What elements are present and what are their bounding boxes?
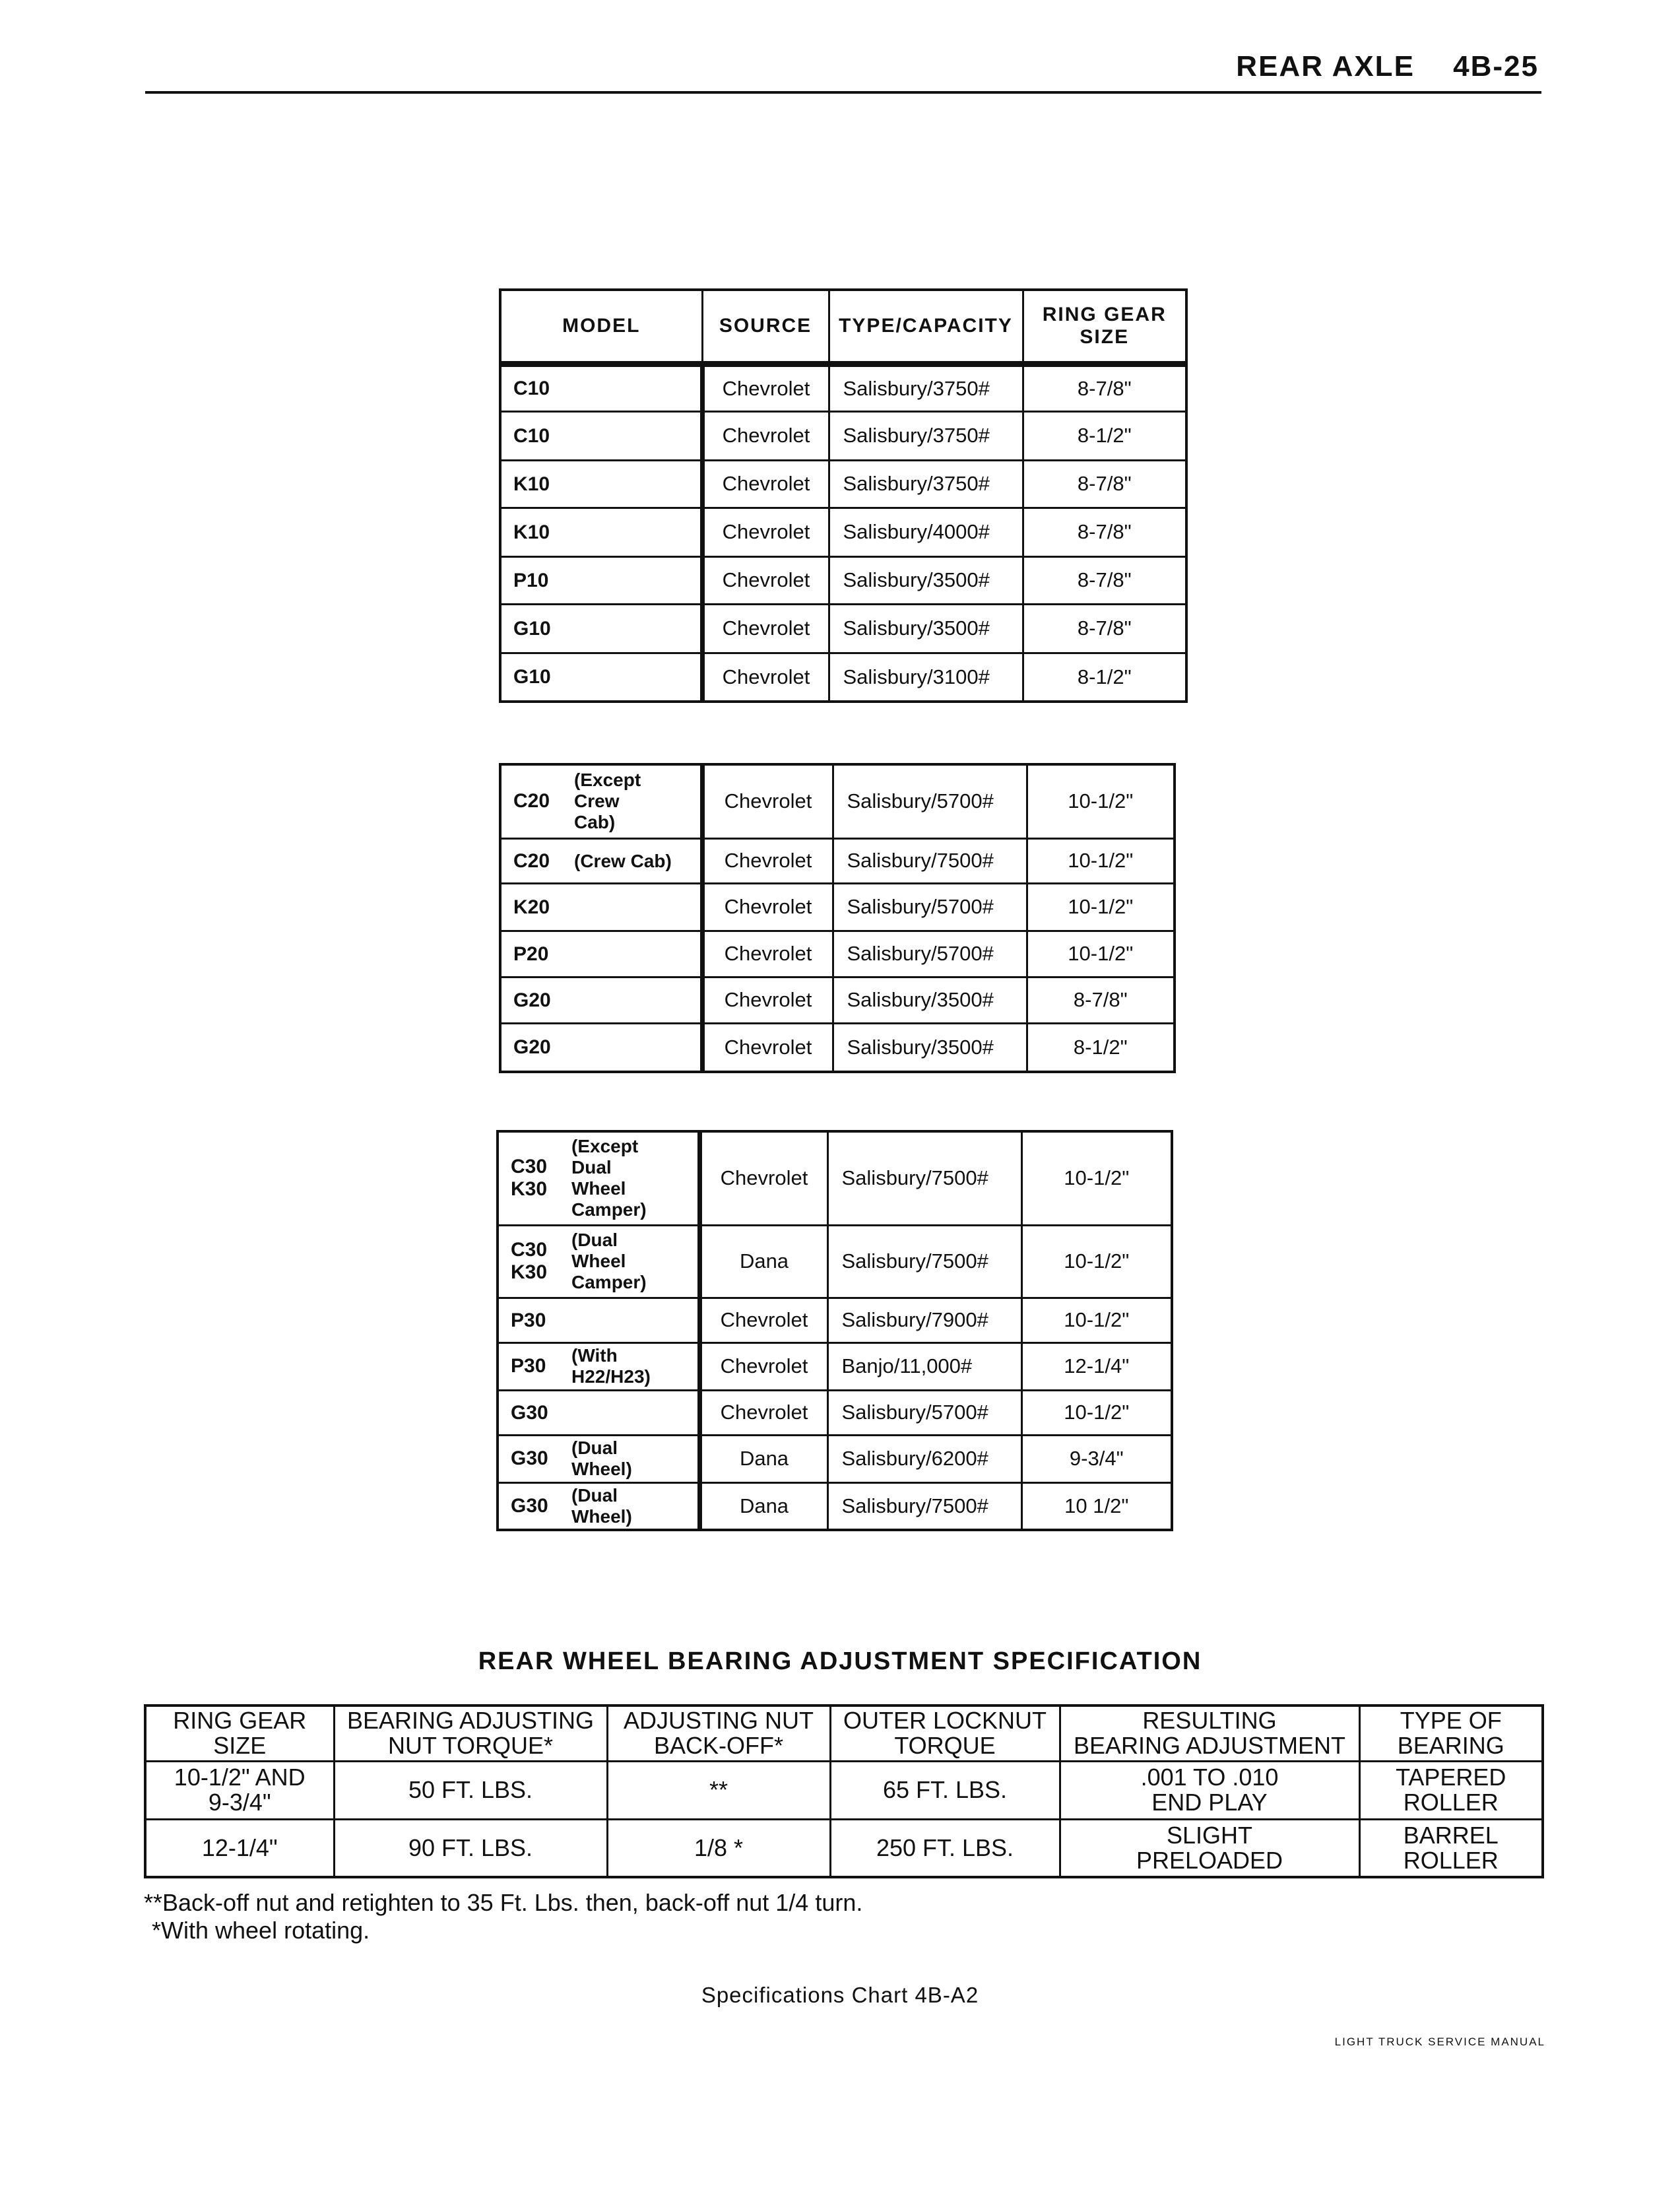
model-codes (511, 1447, 571, 1470)
bearing-cell-line: ROLLER (1403, 1789, 1499, 1816)
ring-gear-size-cell: 9-3/4" (1021, 1435, 1172, 1482)
model-note-line: Crew (574, 791, 620, 812)
model-cell (500, 556, 702, 604)
table-row (500, 604, 1186, 653)
model-note (571, 1438, 632, 1480)
table-row (500, 556, 1186, 604)
bearing-row (145, 1761, 1543, 1819)
model-note-line: (With (571, 1345, 618, 1366)
model-cell (498, 1390, 699, 1435)
type-capacity-cell: Salisbury/3100# (829, 653, 1023, 702)
ring-gear-size-cell: 10-1/2" (1021, 1131, 1172, 1225)
ring-gear-size-cell: 10 1/2" (1021, 1482, 1172, 1530)
type-capacity-cell: Salisbury/5700# (833, 883, 1027, 931)
table-header-row (500, 290, 1186, 364)
model-codes (511, 1239, 571, 1284)
table-row (498, 1131, 1172, 1225)
bearing-cell (1359, 1819, 1543, 1877)
model-codes (511, 1309, 571, 1332)
bearing-row (145, 1819, 1543, 1877)
ring-gear-size-cell: 8-7/8" (1023, 460, 1186, 508)
model-code: K30 (511, 1261, 548, 1283)
model-code: K30 (511, 1178, 548, 1201)
model-cell (500, 508, 702, 556)
bearing-col-header (1359, 1706, 1543, 1761)
bearing-cell-line: SLIGHT (1166, 1821, 1253, 1849)
source-cell: Dana (699, 1482, 827, 1530)
bearing-cell-line: PRELOADED (1136, 1846, 1283, 1874)
bearing-cell (145, 1819, 334, 1877)
model-code: G30 (511, 1447, 548, 1469)
bearing-col-header-line: RESULTING (1142, 1707, 1277, 1735)
ring-gear-size-cell: 10-1/2" (1027, 931, 1175, 977)
group-2-body (500, 764, 1175, 1072)
manual-footer: LIGHT TRUCK SERVICE MANUAL (1334, 2036, 1545, 2048)
bearing-cell-line: 1/8 * (694, 1834, 744, 1861)
type-capacity-cell: Salisbury/7900# (827, 1298, 1021, 1342)
model-code: G10 (513, 617, 551, 640)
model-code: C30 (511, 1156, 548, 1178)
model-code: G20 (513, 1036, 551, 1059)
model-note-line: H22/H23) (571, 1366, 651, 1387)
source-cell: Chevrolet (702, 931, 833, 977)
ring-gear-size-cell: 8-1/2" (1023, 653, 1186, 702)
type-capacity-cell: Salisbury/7500# (833, 838, 1027, 883)
table-row (498, 1298, 1172, 1342)
model-note-line: Wheel (571, 1251, 626, 1271)
model-note-line: (Except (571, 1136, 639, 1157)
model-code: P20 (513, 943, 549, 965)
col-header-type: TYPE/CAPACITY (829, 290, 1023, 364)
bearing-cell-line: 12-1/4" (201, 1834, 278, 1861)
model-code: C10 (513, 424, 550, 447)
model-code: G30 (511, 1401, 548, 1424)
type-capacity-cell: Salisbury/3500# (829, 556, 1023, 604)
bearing-cell-line: TAPERED (1396, 1764, 1506, 1791)
bearing-cell-line: BARREL (1403, 1821, 1499, 1849)
model-note-line: Dual (571, 1157, 612, 1178)
bearing-col-header (334, 1706, 607, 1761)
table-row (500, 977, 1175, 1023)
ring-gear-size-cell: 10-1/2" (1027, 883, 1175, 931)
ring-gear-size-cell: 10-1/2" (1021, 1225, 1172, 1298)
model-note-line: (Dual (571, 1484, 618, 1506)
source-cell: Chevrolet (702, 364, 829, 411)
table-row (500, 653, 1186, 702)
model-code: C20 (513, 790, 550, 812)
bearing-cell-line: 9-3/4" (208, 1789, 271, 1816)
model-note (574, 770, 641, 833)
type-capacity-cell: Salisbury/3750# (829, 364, 1023, 411)
source-cell: Chevrolet (702, 556, 829, 604)
model-note-line: (Crew Cab) (574, 850, 672, 871)
bearing-cell-line: 10-1/2" AND (174, 1764, 306, 1791)
model-code: K10 (513, 473, 550, 495)
model-cell (498, 1482, 699, 1530)
bearing-col-header-line: RING GEAR (173, 1707, 307, 1735)
bearing-col-header (145, 1706, 334, 1761)
type-capacity-cell: Salisbury/3750# (829, 411, 1023, 460)
model-cell (498, 1131, 699, 1225)
bearing-cell-line: END PLAY (1151, 1789, 1268, 1816)
model-cell (500, 604, 702, 653)
model-cell (500, 838, 702, 883)
model-cell (500, 977, 702, 1023)
col-header-ring-gear (1023, 290, 1186, 364)
bearing-cell (334, 1761, 607, 1819)
ring-gear-size-cell: 8-7/8" (1027, 977, 1175, 1023)
bearing-col-header-line: BEARING ADJUSTING (346, 1707, 595, 1735)
group-3-body (498, 1131, 1172, 1530)
group-1-body (500, 364, 1186, 702)
col-header-ring-gear-line2: SIZE (1080, 325, 1130, 348)
table-row (498, 1342, 1172, 1390)
model-note-line: Cab) (574, 812, 616, 833)
model-cell (500, 411, 702, 460)
source-cell: Chevrolet (702, 838, 833, 883)
bearing-cell-line: 50 FT. LBS. (408, 1776, 533, 1803)
bearing-cell (830, 1819, 1060, 1877)
col-header-ring-gear-line1: RING GEAR (1042, 303, 1167, 325)
source-cell: Chevrolet (702, 977, 833, 1023)
source-cell: Chevrolet (699, 1342, 827, 1390)
model-cell (498, 1435, 699, 1482)
type-capacity-cell: Salisbury/3500# (829, 604, 1023, 653)
type-capacity-cell: Salisbury/5700# (827, 1390, 1021, 1435)
table-row (498, 1482, 1172, 1530)
model-note (571, 1136, 647, 1220)
model-code: C10 (513, 378, 550, 400)
model-note-line: (Except (574, 770, 641, 791)
table-row (500, 838, 1175, 883)
table-row (500, 764, 1175, 838)
axle-table-group-2 (499, 763, 1176, 1073)
bearing-col-header-line: BACK-OFF* (653, 1732, 783, 1760)
bearing-header-row (145, 1706, 1543, 1761)
bearing-table-body (145, 1706, 1543, 1877)
model-note (571, 1230, 647, 1293)
model-note-line: Wheel) (571, 1459, 632, 1479)
page-number: 4B-25 (1453, 50, 1539, 83)
model-code: P30 (511, 1309, 546, 1331)
model-code: K10 (513, 521, 550, 543)
source-cell: Chevrolet (699, 1390, 827, 1435)
ring-gear-size-cell: 8-7/8" (1023, 508, 1186, 556)
ring-gear-size-cell: 10-1/2" (1027, 764, 1175, 838)
table-row (500, 411, 1186, 460)
model-code: K20 (513, 896, 550, 918)
model-codes (511, 1355, 571, 1377)
model-code: G30 (511, 1494, 548, 1517)
model-note-line: Camper) (571, 1199, 647, 1220)
table-row (500, 508, 1186, 556)
table-row (500, 1023, 1175, 1072)
ring-gear-size-cell: 8-1/2" (1023, 411, 1186, 460)
page-header (145, 46, 1541, 94)
ring-gear-size-cell: 10-1/2" (1027, 838, 1175, 883)
source-cell: Chevrolet (702, 508, 829, 556)
bearing-cell (334, 1819, 607, 1877)
table-row (498, 1225, 1172, 1298)
type-capacity-cell: Salisbury/7500# (827, 1131, 1021, 1225)
model-code: P10 (513, 569, 549, 591)
bearing-col-header (830, 1706, 1060, 1761)
chart-caption: Specifications Chart 4B-A2 (701, 1983, 979, 2007)
bearing-cell (607, 1761, 830, 1819)
bearing-cell (830, 1761, 1060, 1819)
bearing-cell-line: .001 TO .010 (1140, 1764, 1279, 1791)
type-capacity-cell: Salisbury/3750# (829, 460, 1023, 508)
model-code: G10 (513, 666, 551, 688)
model-note-line: (Dual (571, 1438, 618, 1458)
type-capacity-cell: Salisbury/3500# (833, 1023, 1027, 1072)
ring-gear-size-cell: 8-7/8" (1023, 604, 1186, 653)
source-cell: Dana (699, 1225, 827, 1298)
ring-gear-size-cell: 12-1/4" (1021, 1342, 1172, 1390)
model-code: C20 (513, 849, 550, 872)
section-title: REAR AXLE (1236, 50, 1415, 83)
col-header-model: MODEL (500, 290, 702, 364)
bearing-cell (1060, 1761, 1359, 1819)
source-cell: Chevrolet (702, 411, 829, 460)
model-code: G20 (513, 989, 551, 1011)
type-capacity-cell: Salisbury/6200# (827, 1435, 1021, 1482)
bearing-spec-table (144, 1704, 1544, 1878)
bearing-cell (1359, 1761, 1543, 1819)
bearing-cell-line: 250 FT. LBS. (876, 1834, 1014, 1861)
bearing-col-header-line: SIZE (213, 1732, 267, 1760)
model-note-line: Camper) (571, 1272, 647, 1292)
model-cell (500, 764, 702, 838)
bearing-cell-line: 90 FT. LBS. (408, 1834, 533, 1861)
source-cell: Chevrolet (699, 1131, 827, 1225)
source-cell: Chevrolet (702, 883, 833, 931)
axle-table-group-1 (499, 288, 1188, 703)
model-cell (500, 653, 702, 702)
ring-gear-size-cell: 8-7/8" (1023, 364, 1186, 411)
model-cell (500, 883, 702, 931)
table-row (500, 931, 1175, 977)
model-note (571, 1485, 632, 1527)
model-cell (498, 1298, 699, 1342)
bearing-col-header (607, 1706, 830, 1761)
model-codes (511, 1402, 571, 1424)
ring-gear-size-cell: 8-7/8" (1023, 556, 1186, 604)
bearing-cell (1060, 1819, 1359, 1877)
table-row (500, 883, 1175, 931)
source-cell: Chevrolet (702, 1023, 833, 1072)
bearing-section-title: REAR WHEEL BEARING ADJUSTMENT SPECIFICATION (478, 1647, 1202, 1675)
axle-table-group-3 (496, 1130, 1173, 1531)
model-cell (498, 1225, 699, 1298)
bearing-col-header-line: TYPE OF (1400, 1707, 1502, 1735)
bearing-col-header-line: ADJUSTING NUT (624, 1707, 814, 1735)
source-cell: Chevrolet (702, 460, 829, 508)
footnote-single-asterisk: *With wheel rotating. (152, 1917, 370, 1944)
model-cell (498, 1342, 699, 1390)
bearing-col-header-line: BEARING (1397, 1732, 1504, 1760)
model-cell (500, 1023, 702, 1072)
type-capacity-cell: Salisbury/7500# (827, 1482, 1021, 1530)
source-cell: Dana (699, 1435, 827, 1482)
model-cell (500, 460, 702, 508)
ring-gear-size-cell: 10-1/2" (1021, 1298, 1172, 1342)
source-cell: Chevrolet (699, 1298, 827, 1342)
model-code: C30 (511, 1239, 548, 1261)
model-note (574, 851, 672, 872)
model-note-line: Wheel (571, 1178, 626, 1199)
type-capacity-cell: Salisbury/7500# (827, 1225, 1021, 1298)
bearing-col-header-line: BEARING ADJUSTMENT (1073, 1732, 1346, 1760)
bearing-cell (145, 1761, 334, 1819)
bearing-cell-line: 65 FT. LBS. (882, 1776, 1008, 1803)
table-row (500, 364, 1186, 411)
ring-gear-size-cell: 10-1/2" (1021, 1390, 1172, 1435)
model-note-line: (Dual (571, 1230, 618, 1250)
type-capacity-cell: Salisbury/5700# (833, 931, 1027, 977)
source-cell: Chevrolet (702, 653, 829, 702)
model-code: P30 (511, 1355, 546, 1377)
bearing-col-header (1060, 1706, 1359, 1761)
model-note (571, 1345, 651, 1387)
type-capacity-cell: Salisbury/4000# (829, 508, 1023, 556)
source-cell: Chevrolet (702, 764, 833, 838)
table-row (498, 1390, 1172, 1435)
footnote-double-asterisk: **Back-off nut and retighten to 35 Ft. Lbs. then, back-off nut 1/4 turn. (144, 1889, 863, 1916)
type-capacity-cell: Salisbury/3500# (833, 977, 1027, 1023)
bearing-cell-line: ROLLER (1403, 1846, 1499, 1874)
bearing-col-header-line: OUTER LOCKNUT (843, 1707, 1047, 1735)
type-capacity-cell: Banjo/11,000# (827, 1342, 1021, 1390)
table-row (498, 1435, 1172, 1482)
ring-gear-size-cell: 8-1/2" (1027, 1023, 1175, 1072)
header-text (1236, 50, 1539, 83)
bearing-cell-line: ** (709, 1776, 728, 1803)
source-cell: Chevrolet (702, 604, 829, 653)
bearing-col-header-line: TORQUE (894, 1732, 996, 1760)
model-codes (511, 1156, 571, 1201)
type-capacity-cell: Salisbury/5700# (833, 764, 1027, 838)
model-cell (500, 931, 702, 977)
model-cell (500, 364, 702, 411)
bearing-cell (607, 1819, 830, 1877)
bearing-col-header-line: NUT TORQUE* (387, 1732, 554, 1760)
table-row (500, 460, 1186, 508)
col-header-source: SOURCE (702, 290, 829, 364)
model-note-line: Wheel) (571, 1506, 632, 1527)
model-codes (511, 1495, 571, 1517)
